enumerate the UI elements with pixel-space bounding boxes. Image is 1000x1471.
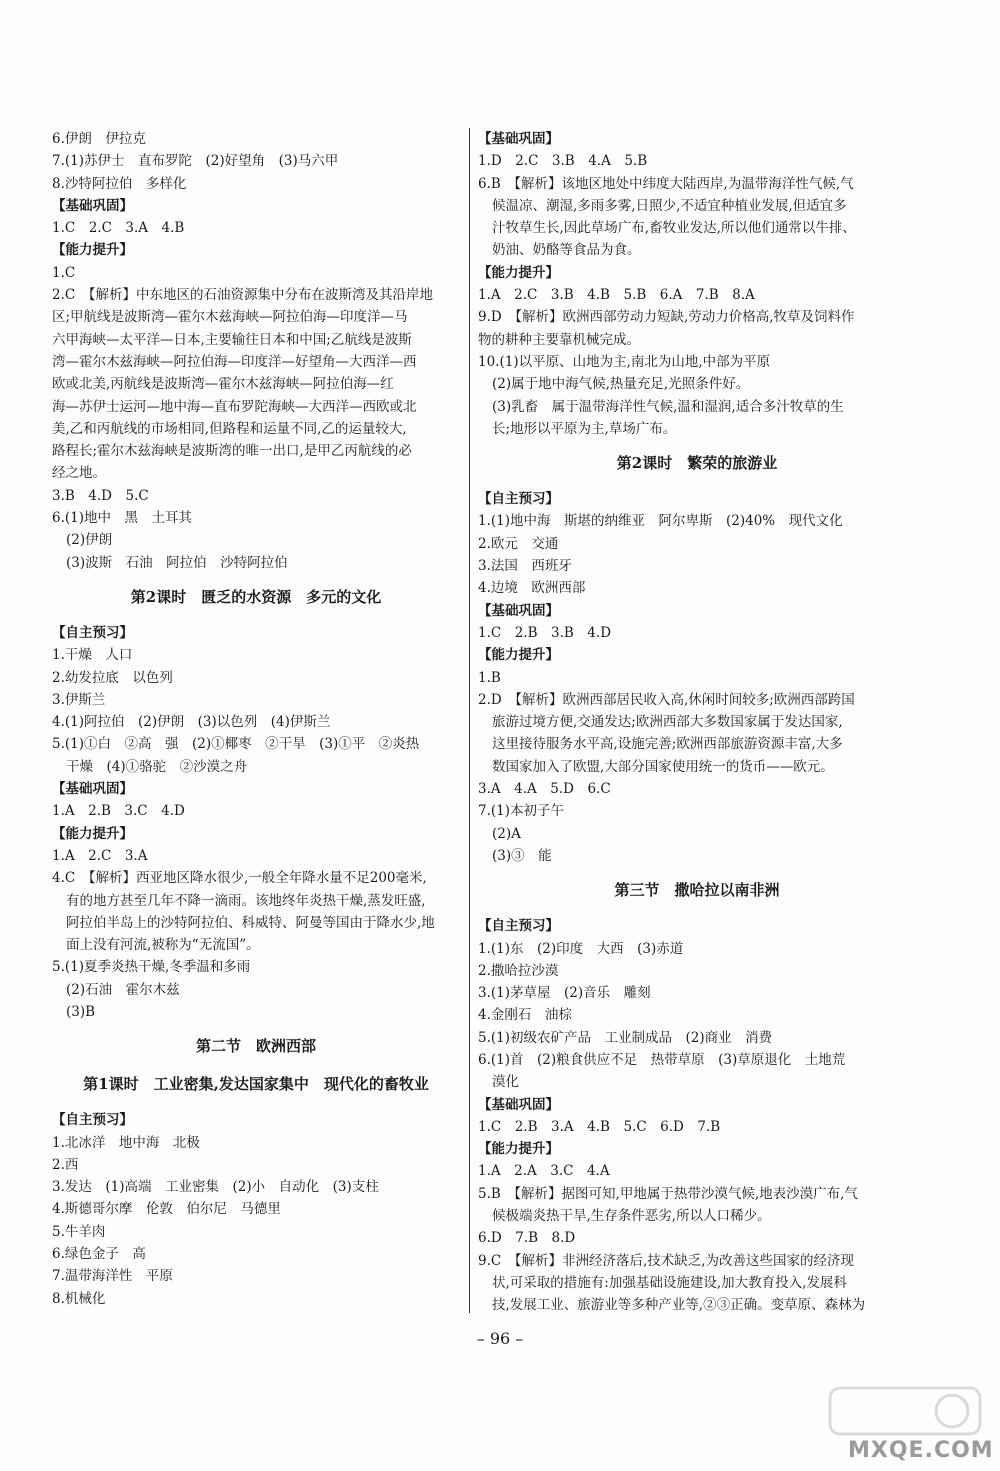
answer-line: 漠化 [492, 1074, 519, 1091]
section-tag: 【基础巩固】 [478, 1096, 559, 1113]
section-tag: 【能力提升】 [478, 1141, 559, 1158]
answer-line: 1.D 2.C 3.B 4.A 5.B [478, 153, 648, 170]
answer-line: 欧或北美,丙航线是波斯湾—霍尔木兹海峡—阿拉伯海—红 [52, 376, 394, 393]
answer-line: 3.发达 (1)高端 工业密集 (2)小 自动化 (3)支柱 [52, 1179, 379, 1196]
answer-line: 1.A 2.C 3.A [52, 847, 148, 864]
section-title: 第1课时 工业密集,发达国家集中 现代化的畜牧业 [83, 1075, 429, 1094]
answer-line: 9.C 【解析】非洲经济落后,技术缺乏,为改善这些国家的经济现 [478, 1252, 855, 1269]
watermark-url: MXQE.COM [848, 1438, 994, 1463]
answer-line: 数国家加入了欧盟,大部分国家使用统一的货币——欧元。 [492, 758, 834, 775]
answer-line: 5.(1)夏季炎热干燥,冬季温和多雨 [52, 959, 251, 976]
answer-line: 状,可采取的措施有:加强基础设施建设,加大教育投入,发展科 [492, 1274, 847, 1291]
answer-line: 5.B 【解析】据图可知,甲地属于热带沙漠气候,地表沙漠广布,气 [478, 1185, 858, 1202]
answer-line: 1.C 2.B 3.A 4.B 5.C 6.D 7.B [478, 1118, 721, 1135]
answer-line: 1.A 2.B 3.C 4.D [52, 803, 185, 820]
answer-line: 1.B [478, 669, 501, 686]
section-tag: 【自主预习】 [478, 491, 559, 508]
answer-line: 长;地形以平原为主,草场广布。 [492, 420, 677, 437]
answer-line: 6.(1)地中 黑 土耳其 [52, 510, 193, 527]
answer-line: 6.(1)首 (2)粮食供应不足 热带草原 (3)草原退化 土地荒 [478, 1051, 846, 1068]
answer-line: 7.(1)本初子午 [478, 803, 565, 820]
answer-line: 1.北冰洋 地中海 北极 [52, 1134, 200, 1151]
answer-line: (2)石油 霍尔木兹 [66, 981, 180, 998]
section-tag: 【基础巩固】 [478, 131, 559, 147]
answer-line: 1.C 2.B 3.B 4.D [478, 624, 612, 641]
answer-line: 2.撒哈拉沙漠 [478, 962, 559, 979]
answer-line: (2)伊朗 [66, 532, 113, 549]
answer-line: 候极端炎热干旱,生存条件恶劣,所以人口稀少。 [492, 1208, 771, 1225]
answer-line: 3.B 4.D 5.C [52, 487, 149, 504]
answer-line: 1.(1)东 (2)印度 大西 (3)赤道 [478, 940, 684, 957]
answer-line: 旅游过境方便,交通发达;欧洲西部大多数国家属于发达国家, [492, 714, 843, 731]
answer-line: 7.温带海洋性 平原 [52, 1268, 173, 1285]
section-tag: 【能力提升】 [478, 647, 559, 664]
answer-line: (2)A [492, 825, 521, 842]
answer-line: 物的耕种主要靠机械完成。 [478, 331, 640, 348]
answer-line: 1.C 2.C 3.A 4.B [52, 220, 185, 237]
answer-line: 干燥 (4)①骆驼 ②沙漠之舟 [66, 758, 248, 775]
answer-line: 3.(1)茅草屋 (2)音乐 雕刻 [478, 985, 651, 1002]
answer-line: 1.干燥 人口 [52, 647, 133, 664]
answer-line: 2.幼发拉底 以色列 [52, 669, 173, 686]
answer-line: 5.(1)初级农矿产品 工业制成品 (2)商业 消费 [478, 1029, 773, 1046]
answer-line: 7.(1)苏伊士 直布罗陀 (2)好望角 (3)马六甲 [52, 153, 339, 170]
answer-line: 这里接待服务水平高,设施完善;欧洲西部旅游资源丰富,大多 [492, 736, 843, 753]
answer-line: (3)③ 能 [492, 847, 552, 864]
answer-line: 区;甲航线是波斯湾—霍尔木兹海峡—阿拉伯海—印度洋—马 [52, 309, 408, 326]
section-tag: 【能力提升】 [52, 242, 133, 259]
answer-line: 六甲海峡—太平洋—日本,主要输往日本和中国;乙航线是波斯 [52, 331, 412, 348]
answer-line: 湾—霍尔木兹海峡—阿拉伯海—印度洋—好望角—大西洋—西 [52, 353, 417, 370]
section-tag: 【自主预习】 [52, 1112, 133, 1129]
answer-line: 4.斯德哥尔摩 伦敦 伯尔尼 马德里 [52, 1201, 281, 1218]
answer-line: 技,发展工业、旅游业等多种产业等,②③正确。变草原、森林为 [492, 1297, 866, 1314]
answer-line: 9.D 【解析】欧洲西部劳动力短缺,劳动力价格高,牧草及饲料作 [478, 309, 855, 326]
answer-line: 5.(1)①白 ②高 强 (2)①椰枣 ②干旱 (3)①平 ②炎热 [52, 736, 420, 753]
answer-line: 路程长;霍尔木兹海峡是波斯湾的唯一出口,是甲乙丙航线的必 [52, 443, 412, 460]
answer-line: 8.机械化 [52, 1290, 106, 1307]
answer-line: (3)波斯 石油 阿拉伯 沙特阿拉伯 [66, 554, 288, 571]
answer-line: 8.沙特阿拉伯 多样化 [52, 175, 187, 192]
answer-line: 海—苏伊士运河—地中海—直布罗陀海峡—大西洋—西欧或北 [52, 398, 417, 415]
section-tag: 【自主预习】 [478, 918, 559, 935]
answer-line: 2.D 【解析】欧洲西部居民收入高,休闲时间较多;欧洲西部跨国 [478, 691, 855, 708]
answer-line: 3.A 4.A 5.D 6.C [478, 781, 611, 798]
answer-line: (3)乳畜 属于温带海洋性气候,温和湿润,适合多汁牧草的生 [492, 398, 844, 415]
section-title: 第2课时 匮乏的水资源 多元的文化 [130, 587, 382, 606]
answer-line: 1.A 2.C 3.B 4.B 5.B 6.A 7.B 8.A [478, 287, 755, 304]
answer-line: 5.牛羊肉 [52, 1223, 106, 1240]
section-tag: 【基础巩固】 [52, 781, 133, 798]
answer-line: 1.A 2.A 3.C 4.A [478, 1163, 610, 1180]
answer-line: 经之地。 [52, 465, 106, 482]
right-column [478, 128, 916, 1317]
answer-line: 6.伊朗 伊拉克 [52, 131, 146, 147]
section-title: 第三节 撒哈拉以南非洲 [614, 881, 780, 900]
answer-line: 奶油、奶酪等食品为食。 [492, 242, 641, 259]
column-divider [469, 128, 470, 1313]
answer-line: 3.法国 西班牙 [478, 558, 572, 575]
answer-line: 1.(1)地中海 斯堪的纳维亚 阿尔卑斯 (2)40% 现代文化 [478, 513, 843, 530]
page-number: – 96 – [476, 1329, 524, 1348]
left-column [52, 128, 460, 1310]
answer-line: 4.(1)阿拉伯 (2)伊朗 (3)以色列 (4)伊斯兰 [52, 714, 331, 731]
answer-line: 美,乙和丙航线的市场相同,但路程和运量不同,乙的运量较大, [52, 420, 407, 437]
answer-line: (2)属于地中海气候,热量充足,光照条件好。 [492, 376, 750, 393]
section-tag: 【自主预习】 [52, 624, 133, 641]
answer-line: 6.B 【解析】该地区地处中纬度大陆西岸,为温带海洋性气候,气 [478, 175, 854, 192]
answer-line: 面上没有河流,被称为“无流国”。 [66, 937, 260, 954]
section-title: 第2课时 繁荣的旅游业 [616, 454, 778, 473]
answer-line: 1.C [52, 264, 76, 281]
answer-line: 4.金刚石 油棕 [478, 1007, 572, 1024]
section-tag: 【基础巩固】 [478, 602, 559, 619]
answer-line: 6.D 7.B 8.D [478, 1230, 576, 1247]
answer-line: 有的地方甚至几年不降一滴雨。该地终年炎热干燥,蒸发旺盛, [66, 892, 426, 909]
section-title: 第二节 欧洲西部 [195, 1037, 316, 1056]
answer-line: 2.欧元 交通 [478, 535, 559, 552]
answer-line: 候温凉、潮湿,多雨多雾,日照少,不适宜种植业发展,但适宜多 [492, 197, 847, 214]
section-tag: 【能力提升】 [478, 264, 559, 281]
section-tag: 【能力提升】 [52, 825, 133, 842]
answer-line: 汁牧草生长,因此草场广布,畜牧业发达,所以他们通常以牛排、 [492, 220, 856, 237]
answer-line: 10.(1)以平原、山地为主,南北为山地,中部为平原 [478, 353, 771, 370]
answer-line: (3)B [66, 1003, 96, 1020]
answer-line: 3.伊斯兰 [52, 691, 106, 708]
answer-line: 4.C 【解析】西亚地区降水很少,一般全年降水量不足200毫米, [52, 870, 427, 887]
answer-line: 阿拉伯半岛上的沙特阿拉伯、科威特、阿曼等国由于降水少,地 [66, 914, 435, 931]
answer-line: 6.绿色金子 高 [52, 1246, 146, 1263]
answer-line: 2.C 【解析】中东地区的石油资源集中分布在波斯湾及其沿岸地 [52, 287, 433, 304]
answer-line: 4.边境 欧洲西部 [478, 580, 586, 597]
answer-line: 2.西 [52, 1156, 79, 1173]
section-tag: 【基础巩固】 [52, 197, 133, 214]
